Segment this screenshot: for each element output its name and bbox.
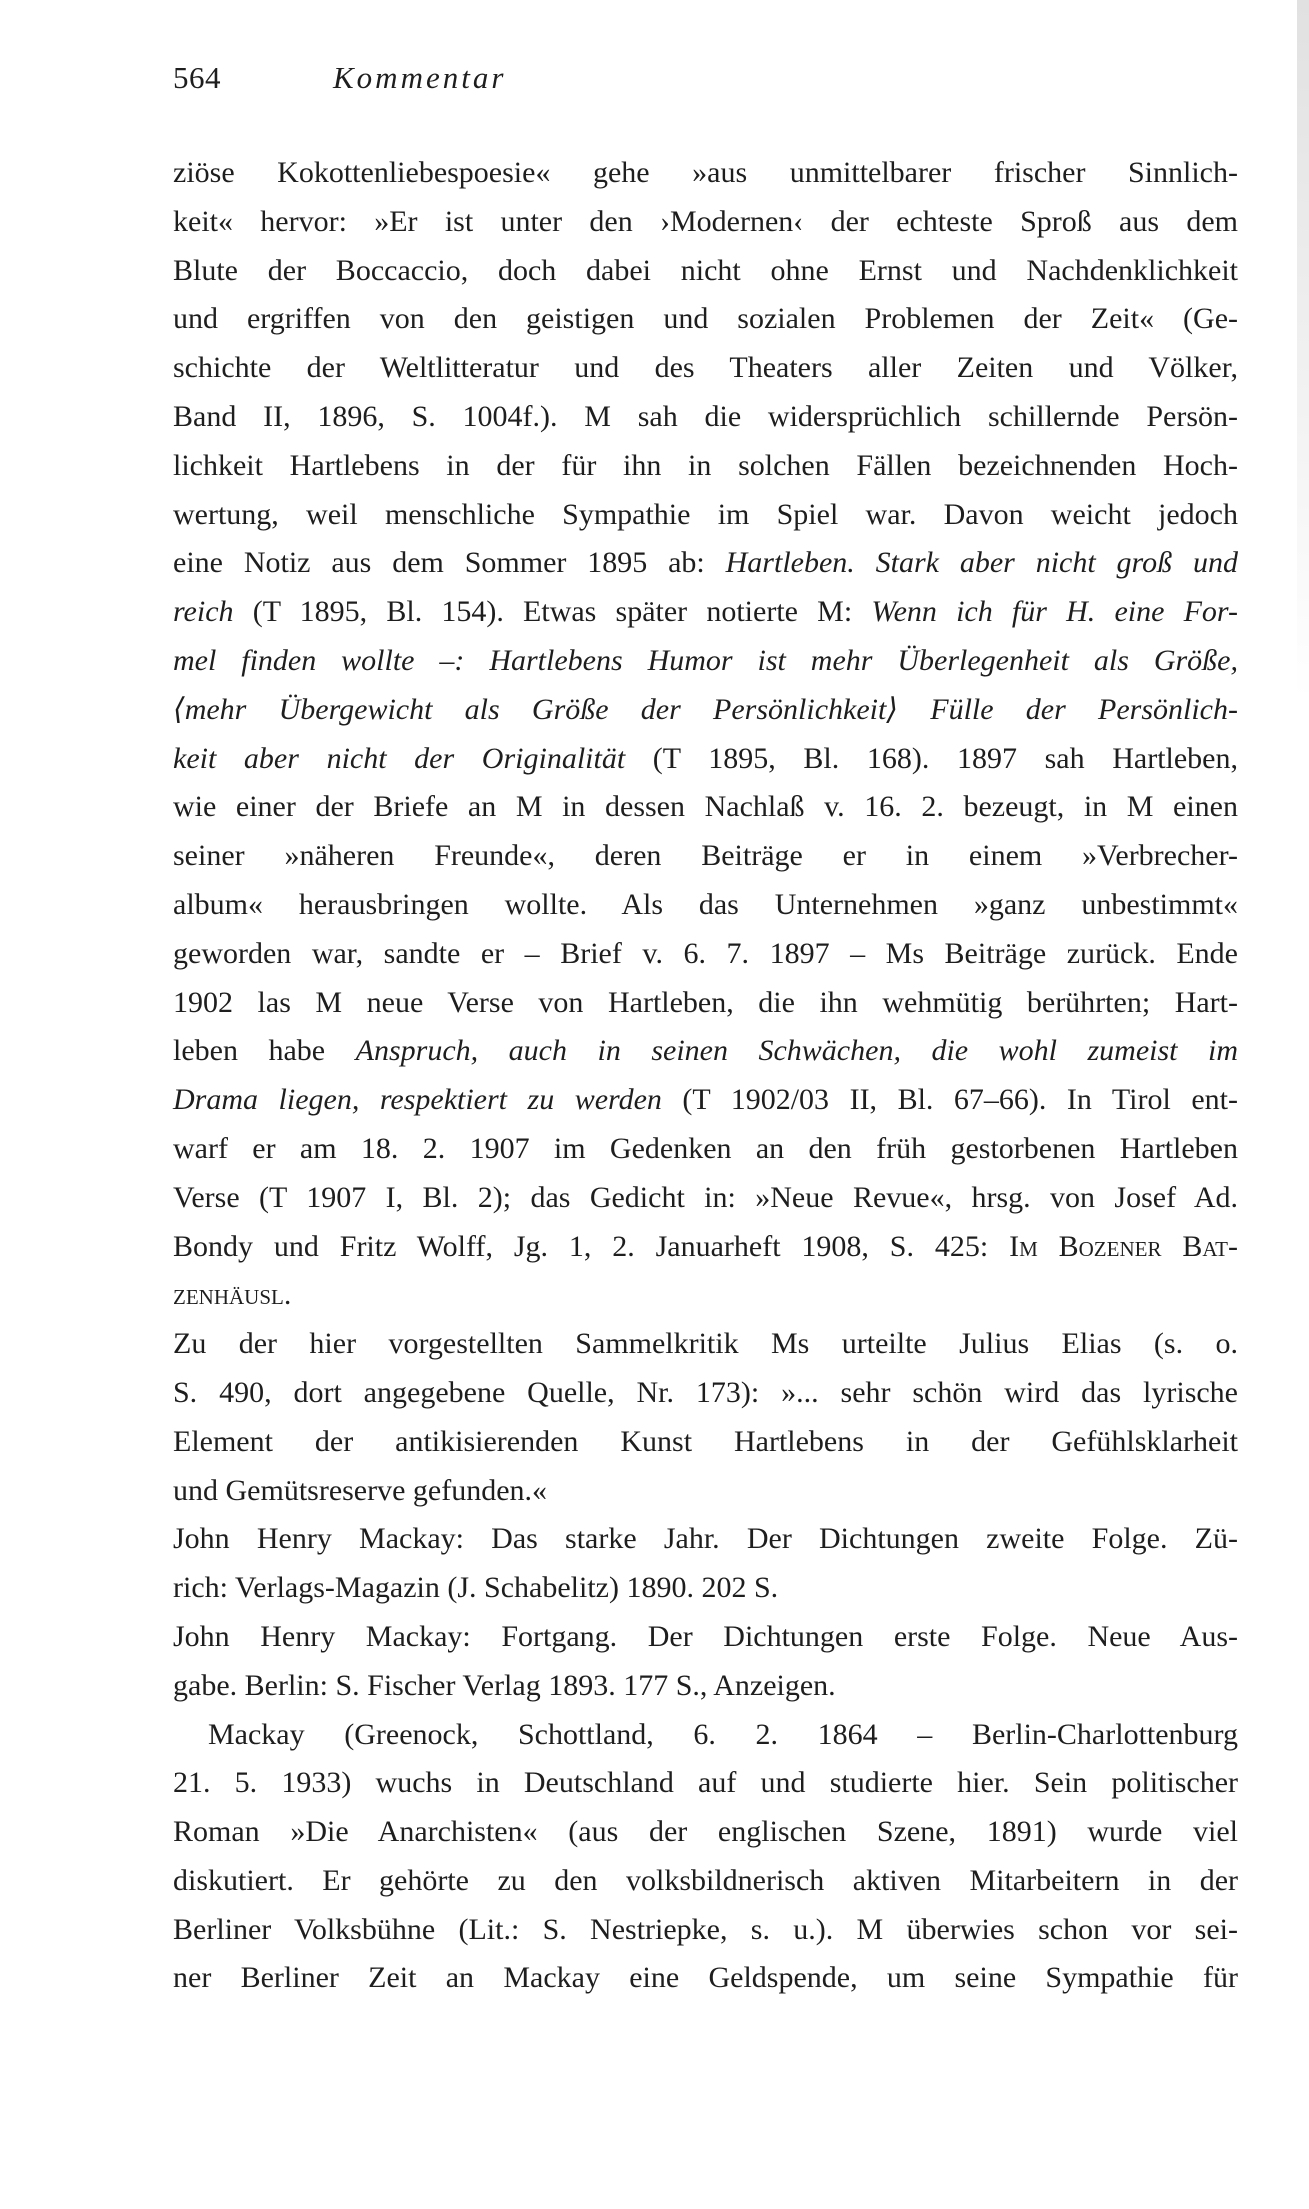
text-line bbox=[173, 979, 1238, 1028]
text-line bbox=[173, 442, 1238, 491]
text-segment: 1902 las M neue Verse von Hartleben, die ihn wehmütig berührten; Hart- bbox=[173, 985, 1238, 1019]
text-line bbox=[173, 1906, 1238, 1955]
text-line bbox=[173, 832, 1238, 881]
text-line bbox=[173, 295, 1238, 344]
text-line bbox=[173, 1320, 1238, 1369]
text-line bbox=[173, 1174, 1238, 1223]
small-caps-text: zenhäusl. bbox=[173, 1278, 292, 1312]
text-line bbox=[173, 1369, 1238, 1418]
text-segment: (T 1895, Bl. 154). Etwas später notierte M: bbox=[233, 595, 872, 629]
text-segment: Mackay (Greenock, Schottland, 6. 2. 1864 – Berlin-Charlottenburg bbox=[208, 1717, 1238, 1751]
text-segment: ziöse Kokottenliebespoesie« gehe »aus unmittelbarer frischer Sinnlich- bbox=[173, 156, 1238, 189]
text-line bbox=[173, 588, 1238, 637]
italic-text: ⟨mehr Übergewicht als Größe der Persönlichkeit⟩ bbox=[173, 692, 899, 726]
text-segment: warf er am 18. 2. 1907 im Gedenken an den früh gestorbenen Hartleben bbox=[173, 1131, 1238, 1165]
text-segment: leben habe bbox=[173, 1034, 356, 1068]
italic-text: Wenn ich für H. eine For- bbox=[871, 595, 1238, 629]
text-line bbox=[173, 735, 1238, 784]
text-line bbox=[173, 247, 1238, 296]
text-line bbox=[173, 930, 1238, 979]
italic-text: Drama liegen, respektiert zu werden bbox=[173, 1083, 662, 1117]
text-segment: Bondy und Fritz Wolff, Jg. 1, 2. Januarheft 1908, S. 425: bbox=[173, 1229, 1010, 1263]
text-segment: keit« hervor: »Er ist unter den ›Modernen‹ der echteste Sproß aus dem bbox=[173, 204, 1238, 238]
text-line bbox=[173, 1271, 1238, 1320]
text-segment: und Gemütsreserve gefunden.« bbox=[173, 1473, 548, 1507]
text-segment: John Henry Mackay: Fortgang. Der Dichtungen erste Folge. Neue Aus- bbox=[173, 1619, 1238, 1653]
text-segment: Roman »Die Anarchisten« (aus der englischen Szene, 1891) wurde viel bbox=[173, 1815, 1238, 1849]
body-text bbox=[173, 149, 1238, 2003]
italic-text: Anspruch, auch in seinen Schwächen, die wohl zumeist im bbox=[355, 1034, 1238, 1068]
italic-text: mel finden wollte –: Hartlebens Humor ist mehr Überlegenheit als Größe, bbox=[173, 643, 1238, 677]
text-segment: rich: Verlags-Magazin (J. Schabelitz) 1890. 202 S. bbox=[173, 1571, 779, 1605]
text-segment bbox=[898, 693, 930, 726]
text-segment: eine Notiz aus dem Sommer 1895 ab: bbox=[173, 546, 726, 580]
text-line bbox=[173, 149, 1238, 198]
text-segment: diskutiert. Er gehörte zu den volksbildnerisch aktiven Mitarbeitern in der bbox=[173, 1863, 1238, 1897]
text-line bbox=[173, 783, 1238, 832]
text-line bbox=[173, 393, 1238, 442]
italic-text: Hartleben. Stark aber nicht groß und bbox=[725, 546, 1238, 580]
text-line bbox=[173, 1759, 1238, 1808]
text-line bbox=[173, 1076, 1238, 1125]
text-line bbox=[173, 1808, 1238, 1857]
text-line bbox=[173, 1662, 1238, 1711]
text-segment: gabe. Berlin: S. Fischer Verlag 1893. 177 S., Anzeigen. bbox=[173, 1668, 836, 1702]
italic-text: Fülle der Persönlich- bbox=[930, 692, 1238, 726]
text-line bbox=[173, 881, 1238, 930]
text-segment: wie einer der Briefe an M in dessen Nachlaß v. 16. 2. bezeugt, in M einen bbox=[173, 790, 1238, 824]
text-segment: Blute der Boccaccio, doch dabei nicht ohne Ernst und Nachdenklichkeit bbox=[173, 253, 1238, 287]
text-line bbox=[173, 1857, 1238, 1906]
small-caps-text: Im Bozener Bat- bbox=[1009, 1229, 1238, 1263]
text-line bbox=[173, 1515, 1238, 1564]
text-line bbox=[173, 1467, 1238, 1516]
italic-text: reich bbox=[173, 595, 234, 629]
text-segment: Berliner Volksbühne (Lit.: S. Nestriepke, s. u.). M überwies schon vor sei- bbox=[173, 1912, 1238, 1946]
text-line bbox=[173, 1711, 1238, 1760]
text-segment: Element der antikisierenden Kunst Hartlebens in der Gefühlsklarheit bbox=[173, 1424, 1238, 1458]
text-segment: album« herausbringen wollte. Als das Unternehmen »ganz unbestimmt« bbox=[173, 887, 1238, 921]
text-segment: lichkeit Hartlebens in der für ihn in solchen Fällen bezeichnenden Hoch- bbox=[173, 448, 1238, 482]
text-segment: S. 490, dort angegebene Quelle, Nr. 173): »... sehr schön wird das lyrische bbox=[173, 1375, 1238, 1409]
text-segment: und ergriffen von den geistigen und sozialen Problemen der Zeit« (Ge- bbox=[173, 302, 1238, 336]
text-line bbox=[173, 1223, 1238, 1272]
text-segment: Zu der hier vorgestellten Sammelkritik Ms urteilte Julius Elias (s. o. bbox=[173, 1327, 1238, 1361]
text-line bbox=[173, 1418, 1238, 1467]
text-line bbox=[173, 491, 1238, 540]
text-segment: John Henry Mackay: Das starke Jahr. Der Dichtungen zweite Folge. Zü- bbox=[173, 1522, 1238, 1556]
text-line bbox=[173, 686, 1238, 735]
text-line bbox=[173, 1613, 1238, 1662]
text-segment: ner Berliner Zeit an Mackay eine Geldspende, um seine Sympathie für bbox=[173, 1961, 1238, 1995]
text-segment: Band II, 1896, S. 1004f.). M sah die widersprüchlich schillernde Persön- bbox=[173, 399, 1238, 433]
text-line bbox=[173, 1027, 1238, 1076]
text-segment: seiner »näheren Freunde«, deren Beiträge er in einem »Verbrecher- bbox=[173, 839, 1238, 873]
text-line bbox=[173, 198, 1238, 247]
text-line bbox=[173, 637, 1238, 686]
running-head bbox=[173, 58, 506, 98]
text-segment: geworden war, sandte er – Brief v. 6. 7. 1897 – Ms Beiträge zurück. Ende bbox=[173, 936, 1238, 970]
text-segment: (T 1902/03 II, Bl. 67–66). In Tirol ent- bbox=[661, 1083, 1238, 1117]
text-line bbox=[173, 539, 1238, 588]
text-segment: wertung, weil menschliche Sympathie im Spiel war. Davon weicht jedoch bbox=[173, 497, 1238, 531]
text-segment: (T 1895, Bl. 168). 1897 sah Hartleben, bbox=[625, 741, 1238, 775]
page-number: 564 bbox=[173, 60, 221, 95]
text-segment: schichte der Weltlitteratur und des Theaters aller Zeiten und Völker, bbox=[173, 351, 1238, 385]
text-line bbox=[173, 1125, 1238, 1174]
text-line bbox=[173, 1564, 1238, 1613]
text-segment: 21. 5. 1933) wuchs in Deutschland auf und studierte hier. Sein politischer bbox=[173, 1766, 1238, 1800]
text-line bbox=[173, 1954, 1238, 2003]
italic-text: keit aber nicht der Originalität bbox=[173, 741, 626, 775]
page-edge-shadow bbox=[1297, 0, 1309, 700]
running-title: Kommentar bbox=[333, 60, 507, 95]
text-segment: Verse (T 1907 I, Bl. 2); das Gedicht in: »Neue Revue«, hrsg. von Josef Ad. bbox=[173, 1180, 1238, 1214]
text-line bbox=[173, 344, 1238, 393]
